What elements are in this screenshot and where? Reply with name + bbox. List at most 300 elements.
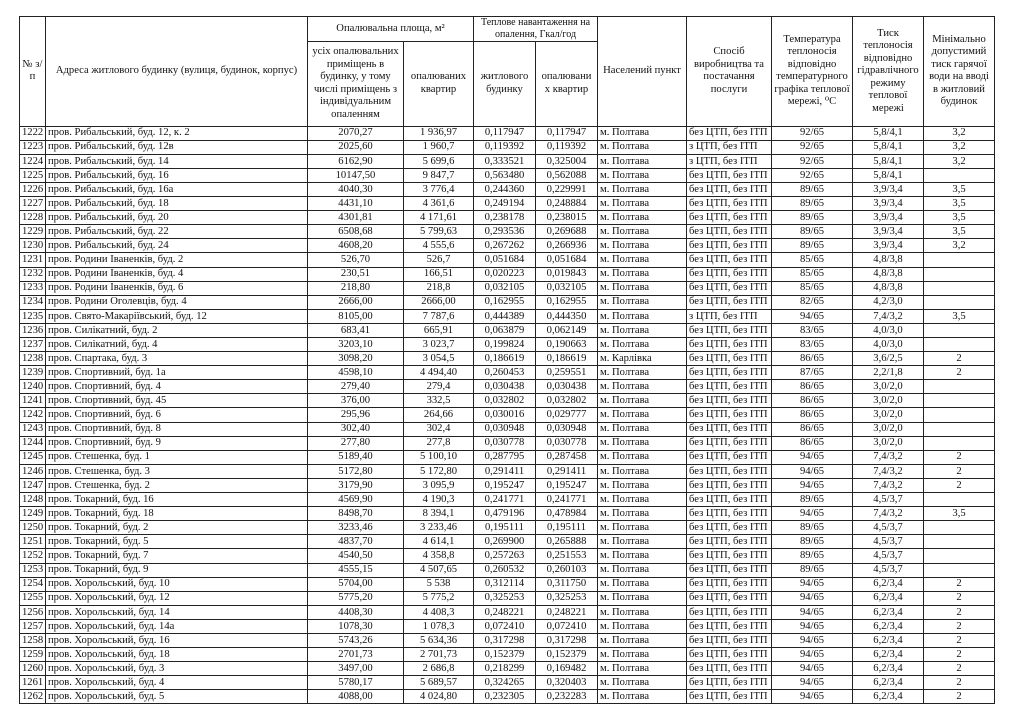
row-temperature: 94/65 (772, 676, 853, 690)
row-temperature: 87/65 (772, 366, 853, 380)
row-city: м. Полтава (598, 563, 687, 577)
row-area-all: 4608,20 (308, 239, 404, 253)
row-min-pressure: 3,5 (924, 182, 995, 196)
row-temperature: 89/65 (772, 549, 853, 563)
row-city: м. Полтава (598, 577, 687, 591)
row-number: 1233 (20, 281, 46, 295)
table-row (20, 690, 995, 704)
row-address: пров. Родини Іваненків, буд. 6 (46, 281, 308, 295)
table-body (20, 126, 995, 704)
row-city: м. Полтава (598, 535, 687, 549)
row-city: м. Полтава (598, 422, 687, 436)
row-heat-apts: 0,265888 (536, 535, 598, 549)
row-method: з ЦТП, без ІТП (687, 140, 772, 154)
row-area-all: 4431,10 (308, 197, 404, 211)
row-city: м. Полтава (598, 676, 687, 690)
row-temperature: 85/65 (772, 253, 853, 267)
row-min-pressure (924, 168, 995, 182)
row-heat-building: 0,063879 (474, 323, 536, 337)
row-heat-apts: 0,238015 (536, 211, 598, 225)
row-address: пров. Свято-Макаріївський, буд. 12 (46, 309, 308, 323)
row-city: м. Полтава (598, 493, 687, 507)
row-temperature: 94/65 (772, 591, 853, 605)
table-row (20, 563, 995, 577)
row-heat-building: 0,563480 (474, 168, 536, 182)
row-heat-building: 0,020223 (474, 267, 536, 281)
table-row (20, 394, 995, 408)
table-row (20, 168, 995, 182)
row-area-all: 4088,00 (308, 690, 404, 704)
row-heat-apts: 0,152379 (536, 648, 598, 662)
table-row (20, 478, 995, 492)
row-heat-apts: 0,325253 (536, 591, 598, 605)
row-pressure: 3,0/2,0 (853, 380, 924, 394)
row-pressure: 6,2/3,4 (853, 633, 924, 647)
table-row (20, 197, 995, 211)
row-method: без ЦТП, без ІТП (687, 338, 772, 352)
row-min-pressure: 3,5 (924, 309, 995, 323)
row-method: без ЦТП, без ІТП (687, 281, 772, 295)
table-row (20, 380, 995, 394)
row-heat-apts: 0,266936 (536, 239, 598, 253)
table-row (20, 366, 995, 380)
row-number: 1226 (20, 182, 46, 196)
row-heat-apts: 0,260103 (536, 563, 598, 577)
row-area-all: 3203,10 (308, 338, 404, 352)
row-address: пров. Токарний, буд. 5 (46, 535, 308, 549)
row-heat-apts: 0,269688 (536, 225, 598, 239)
row-heat-building: 0,195247 (474, 478, 536, 492)
row-number: 1245 (20, 450, 46, 464)
row-area-all: 4040,30 (308, 182, 404, 196)
row-area-apts: 279,4 (404, 380, 474, 394)
row-heat-building: 0,051684 (474, 253, 536, 267)
row-address: пров. Токарний, буд. 16 (46, 493, 308, 507)
row-city: м. Полтава (598, 267, 687, 281)
row-area-apts: 5 799,63 (404, 225, 474, 239)
row-area-apts: 2 701,73 (404, 648, 474, 662)
row-city: м. Полтава (598, 126, 687, 140)
table-row (20, 338, 995, 352)
row-method: без ЦТП, без ІТП (687, 521, 772, 535)
row-temperature: 86/65 (772, 380, 853, 394)
row-pressure: 5,8/4,1 (853, 126, 924, 140)
row-heat-apts: 0,051684 (536, 253, 598, 267)
row-address: пров. Хорольський, буд. 16 (46, 633, 308, 647)
row-area-apts: 3 233,46 (404, 521, 474, 535)
row-temperature: 89/65 (772, 535, 853, 549)
row-method: без ЦТП, без ІТП (687, 366, 772, 380)
row-number: 1255 (20, 591, 46, 605)
row-pressure: 6,2/3,4 (853, 577, 924, 591)
row-min-pressure: 3,5 (924, 211, 995, 225)
row-heat-apts: 0,072410 (536, 619, 598, 633)
row-number: 1223 (20, 140, 46, 154)
row-method: без ЦТП, без ІТП (687, 605, 772, 619)
row-method: без ЦТП, без ІТП (687, 450, 772, 464)
row-area-all: 5775,20 (308, 591, 404, 605)
row-address: пров. Рибальський, буд. 20 (46, 211, 308, 225)
table-row (20, 549, 995, 563)
row-heat-apts: 0,248221 (536, 605, 598, 619)
row-area-apts: 4 361,6 (404, 197, 474, 211)
row-min-pressure (924, 253, 995, 267)
row-min-pressure: 3,5 (924, 225, 995, 239)
row-method: без ЦТП, без ІТП (687, 507, 772, 521)
row-address: пров. Рибальський, буд. 16а (46, 182, 308, 196)
row-area-all: 1078,30 (308, 619, 404, 633)
row-number: 1244 (20, 436, 46, 450)
row-heat-building: 0,162955 (474, 295, 536, 309)
table-row (20, 507, 995, 521)
row-pressure: 4,5/3,7 (853, 493, 924, 507)
header-area-apts: опалюваних квартир (404, 41, 474, 126)
row-pressure: 6,2/3,4 (853, 605, 924, 619)
row-min-pressure (924, 422, 995, 436)
row-method: без ЦТП, без ІТП (687, 690, 772, 704)
row-pressure: 4,8/3,8 (853, 253, 924, 267)
row-heat-building: 0,195111 (474, 521, 536, 535)
row-area-all: 526,70 (308, 253, 404, 267)
row-heat-building: 0,312114 (474, 577, 536, 591)
row-heat-apts: 0,030948 (536, 422, 598, 436)
row-min-pressure (924, 535, 995, 549)
row-pressure: 4,2/3,0 (853, 295, 924, 309)
row-temperature: 94/65 (772, 662, 853, 676)
row-pressure: 5,8/4,1 (853, 168, 924, 182)
row-address: пров. Силікатний, буд. 2 (46, 323, 308, 337)
header-temperature: Температура теплоносія відповідно температурного графіка теплової мережі, ⁰С (772, 17, 853, 127)
row-method: без ЦТП, без ІТП (687, 408, 772, 422)
row-address: пров. Рибальський, буд. 12, к. 2 (46, 126, 308, 140)
row-area-apts: 5 634,36 (404, 633, 474, 647)
row-method: без ЦТП, без ІТП (687, 464, 772, 478)
row-area-all: 2070,27 (308, 126, 404, 140)
table-row (20, 450, 995, 464)
row-area-apts: 4 507,65 (404, 563, 474, 577)
table-row (20, 211, 995, 225)
row-number: 1258 (20, 633, 46, 647)
row-address: пров. Хорольський, буд. 4 (46, 676, 308, 690)
row-number: 1229 (20, 225, 46, 239)
row-heat-building: 0,267262 (474, 239, 536, 253)
row-city: м. Полтава (598, 182, 687, 196)
row-area-apts: 264,66 (404, 408, 474, 422)
row-area-all: 5189,40 (308, 450, 404, 464)
table-row (20, 605, 995, 619)
row-pressure: 4,5/3,7 (853, 563, 924, 577)
row-pressure: 6,2/3,4 (853, 591, 924, 605)
row-city: м. Полтава (598, 338, 687, 352)
row-area-apts: 4 190,3 (404, 493, 474, 507)
row-method: без ЦТП, без ІТП (687, 577, 772, 591)
row-area-all: 6162,90 (308, 154, 404, 168)
row-heat-apts: 0,287458 (536, 450, 598, 464)
row-min-pressure: 3,5 (924, 507, 995, 521)
row-method: без ЦТП, без ІТП (687, 182, 772, 196)
row-temperature: 82/65 (772, 295, 853, 309)
row-min-pressure (924, 323, 995, 337)
row-area-all: 4540,50 (308, 549, 404, 563)
table-row (20, 408, 995, 422)
row-temperature: 86/65 (772, 352, 853, 366)
row-temperature: 92/65 (772, 168, 853, 182)
row-number: 1260 (20, 662, 46, 676)
row-heat-building: 0,287795 (474, 450, 536, 464)
row-area-all: 5743,26 (308, 633, 404, 647)
header-address: Адреса житлового будинку (вулиця, будинок, корпус) (46, 17, 308, 127)
row-heat-apts: 0,190663 (536, 338, 598, 352)
row-area-all: 4301,81 (308, 211, 404, 225)
row-area-apts: 526,7 (404, 253, 474, 267)
row-area-apts: 5 689,57 (404, 676, 474, 690)
row-city: м. Полтава (598, 591, 687, 605)
row-address: пров. Стешенка, буд. 2 (46, 478, 308, 492)
row-city: м. Полтава (598, 648, 687, 662)
row-city: м. Полтава (598, 690, 687, 704)
row-pressure: 3,9/3,4 (853, 197, 924, 211)
row-temperature: 85/65 (772, 281, 853, 295)
row-number: 1257 (20, 619, 46, 633)
row-area-apts: 7 787,6 (404, 309, 474, 323)
row-city: м. Полтава (598, 380, 687, 394)
row-area-apts: 277,8 (404, 436, 474, 450)
row-method: без ЦТП, без ІТП (687, 478, 772, 492)
header-city: Населений пункт (598, 17, 687, 127)
row-temperature: 86/65 (772, 436, 853, 450)
table-row (20, 648, 995, 662)
row-heat-building: 0,030016 (474, 408, 536, 422)
row-address: пров. Рибальський, буд. 18 (46, 197, 308, 211)
row-address: пров. Хорольський, буд. 5 (46, 690, 308, 704)
row-method: без ЦТП, без ІТП (687, 619, 772, 633)
row-address: пров. Спортивний, буд. 8 (46, 422, 308, 436)
row-min-pressure: 2 (924, 366, 995, 380)
row-heat-apts: 0,186619 (536, 352, 598, 366)
row-number: 1247 (20, 478, 46, 492)
row-city: м. Полтава (598, 478, 687, 492)
row-min-pressure (924, 549, 995, 563)
row-number: 1224 (20, 154, 46, 168)
row-city: м. Полтава (598, 436, 687, 450)
row-area-all: 3098,20 (308, 352, 404, 366)
row-heat-building: 0,030778 (474, 436, 536, 450)
row-city: м. Карлівка (598, 352, 687, 366)
table-row (20, 140, 995, 154)
row-temperature: 94/65 (772, 690, 853, 704)
row-city: м. Полтава (598, 168, 687, 182)
row-area-apts: 4 024,80 (404, 690, 474, 704)
table-row (20, 619, 995, 633)
row-temperature: 89/65 (772, 182, 853, 196)
row-number: 1248 (20, 493, 46, 507)
table-row (20, 633, 995, 647)
row-min-pressure (924, 394, 995, 408)
row-heat-building: 0,479196 (474, 507, 536, 521)
row-pressure: 3,9/3,4 (853, 211, 924, 225)
row-area-all: 5172,80 (308, 464, 404, 478)
row-address: пров. Токарний, буд. 2 (46, 521, 308, 535)
row-pressure: 7,4/3,2 (853, 309, 924, 323)
row-pressure: 6,2/3,4 (853, 662, 924, 676)
row-city: м. Полтава (598, 408, 687, 422)
row-pressure: 3,0/2,0 (853, 394, 924, 408)
row-address: пров. Рибальський, буд. 14 (46, 154, 308, 168)
row-heat-apts: 0,311750 (536, 577, 598, 591)
row-temperature: 94/65 (772, 507, 853, 521)
row-number: 1249 (20, 507, 46, 521)
row-heat-apts: 0,317298 (536, 633, 598, 647)
row-address: пров. Хорольський, буд. 10 (46, 577, 308, 591)
row-heat-building: 0,072410 (474, 619, 536, 633)
row-area-all: 10147,50 (308, 168, 404, 182)
header-area-all: усіх опалювальних приміщень в будинку, у тому числі приміщень з індивідуальним опаленням (308, 41, 404, 126)
row-temperature: 92/65 (772, 126, 853, 140)
row-min-pressure (924, 521, 995, 535)
header-heat-apts: опалювани х квартир (536, 41, 598, 126)
row-area-apts: 332,5 (404, 394, 474, 408)
table-row (20, 521, 995, 535)
row-min-pressure (924, 408, 995, 422)
row-min-pressure: 3,2 (924, 140, 995, 154)
row-area-apts: 665,91 (404, 323, 474, 337)
row-city: м. Полтава (598, 281, 687, 295)
row-method: без ЦТП, без ІТП (687, 323, 772, 337)
row-pressure: 7,4/3,2 (853, 507, 924, 521)
row-area-all: 8105,00 (308, 309, 404, 323)
row-city: м. Полтава (598, 154, 687, 168)
row-method: без ЦТП, без ІТП (687, 126, 772, 140)
row-temperature: 94/65 (772, 309, 853, 323)
table-row (20, 676, 995, 690)
row-heat-building: 0,260532 (474, 563, 536, 577)
row-min-pressure (924, 338, 995, 352)
table-row (20, 436, 995, 450)
table-row (20, 464, 995, 478)
row-heat-apts: 0,195111 (536, 521, 598, 535)
header-heat-group: Теплове навантаження на опалення, Гкал/год (474, 17, 598, 42)
row-temperature: 94/65 (772, 648, 853, 662)
row-pressure: 2,2/1,8 (853, 366, 924, 380)
row-area-apts: 4 171,61 (404, 211, 474, 225)
row-area-apts: 2 686,8 (404, 662, 474, 676)
row-pressure: 4,8/3,8 (853, 281, 924, 295)
row-pressure: 4,5/3,7 (853, 535, 924, 549)
row-temperature: 85/65 (772, 267, 853, 281)
row-area-apts: 4 614,1 (404, 535, 474, 549)
row-address: пров. Спортивний, буд. 4 (46, 380, 308, 394)
row-temperature: 89/65 (772, 211, 853, 225)
row-address: пров. Спортивний, буд. 6 (46, 408, 308, 422)
row-method: без ЦТП, без ІТП (687, 648, 772, 662)
row-city: м. Полтава (598, 394, 687, 408)
row-area-apts: 4 555,6 (404, 239, 474, 253)
row-heat-building: 0,238178 (474, 211, 536, 225)
heating-data-table (19, 16, 995, 704)
row-temperature: 92/65 (772, 154, 853, 168)
row-heat-apts: 0,030778 (536, 436, 598, 450)
row-area-apts: 5 100,10 (404, 450, 474, 464)
row-min-pressure: 2 (924, 633, 995, 647)
row-pressure: 3,9/3,4 (853, 239, 924, 253)
row-temperature: 89/65 (772, 493, 853, 507)
header-min-pressure: Мінімально допустимий тиск гарячої води на вводі в житловий будинок (924, 17, 995, 127)
table-row (20, 239, 995, 253)
row-pressure: 7,4/3,2 (853, 478, 924, 492)
row-heat-apts: 0,241771 (536, 493, 598, 507)
row-min-pressure (924, 295, 995, 309)
table-row (20, 154, 995, 168)
row-address: пров. Спортивний, буд. 1а (46, 366, 308, 380)
row-pressure: 3,9/3,4 (853, 182, 924, 196)
row-min-pressure (924, 267, 995, 281)
row-area-all: 4555,15 (308, 563, 404, 577)
table-row (20, 591, 995, 605)
row-area-apts: 4 494,40 (404, 366, 474, 380)
row-area-all: 230,51 (308, 267, 404, 281)
row-city: м. Полтава (598, 633, 687, 647)
row-heat-apts: 0,325004 (536, 154, 598, 168)
row-area-all: 5780,17 (308, 676, 404, 690)
row-min-pressure (924, 380, 995, 394)
header-pressure: Тиск теплоносія відповідно гідравлічного режиму теплової мережі (853, 17, 924, 127)
table-row (20, 535, 995, 549)
row-address: пров. Хорольський, буд. 12 (46, 591, 308, 605)
row-heat-apts: 0,119392 (536, 140, 598, 154)
row-heat-apts: 0,229991 (536, 182, 598, 196)
row-heat-building: 0,325253 (474, 591, 536, 605)
row-number: 1237 (20, 338, 46, 352)
row-city: м. Полтава (598, 605, 687, 619)
row-pressure: 3,0/2,0 (853, 422, 924, 436)
row-method: без ЦТП, без ІТП (687, 380, 772, 394)
row-heat-building: 0,260453 (474, 366, 536, 380)
row-temperature: 83/65 (772, 323, 853, 337)
row-heat-apts: 0,169482 (536, 662, 598, 676)
row-address: пров. Спортивний, буд. 9 (46, 436, 308, 450)
row-heat-building: 0,199824 (474, 338, 536, 352)
row-number: 1236 (20, 323, 46, 337)
row-area-all: 3497,00 (308, 662, 404, 676)
row-heat-building: 0,291411 (474, 464, 536, 478)
row-method: без ЦТП, без ІТП (687, 549, 772, 563)
row-heat-apts: 0,291411 (536, 464, 598, 478)
row-area-apts: 5 699,6 (404, 154, 474, 168)
row-heat-apts: 0,030438 (536, 380, 598, 394)
row-area-all: 3233,46 (308, 521, 404, 535)
row-heat-building: 0,249194 (474, 197, 536, 211)
row-pressure: 3,0/2,0 (853, 408, 924, 422)
row-pressure: 7,4/3,2 (853, 464, 924, 478)
table-row (20, 126, 995, 140)
row-address: пров. Токарний, буд. 18 (46, 507, 308, 521)
row-city: м. Полтава (598, 464, 687, 478)
row-heat-building: 0,293536 (474, 225, 536, 239)
table-row (20, 309, 995, 323)
row-method: без ЦТП, без ІТП (687, 563, 772, 577)
row-city: м. Полтава (598, 211, 687, 225)
row-city: м. Полтава (598, 366, 687, 380)
row-city: м. Полтава (598, 197, 687, 211)
row-number: 1231 (20, 253, 46, 267)
row-method: без ЦТП, без ІТП (687, 676, 772, 690)
row-area-apts: 9 847,7 (404, 168, 474, 182)
row-temperature: 83/65 (772, 338, 853, 352)
row-number: 1241 (20, 394, 46, 408)
row-number: 1262 (20, 690, 46, 704)
header-area-group: Опалювальна площа, м² (308, 17, 474, 42)
row-number: 1228 (20, 211, 46, 225)
